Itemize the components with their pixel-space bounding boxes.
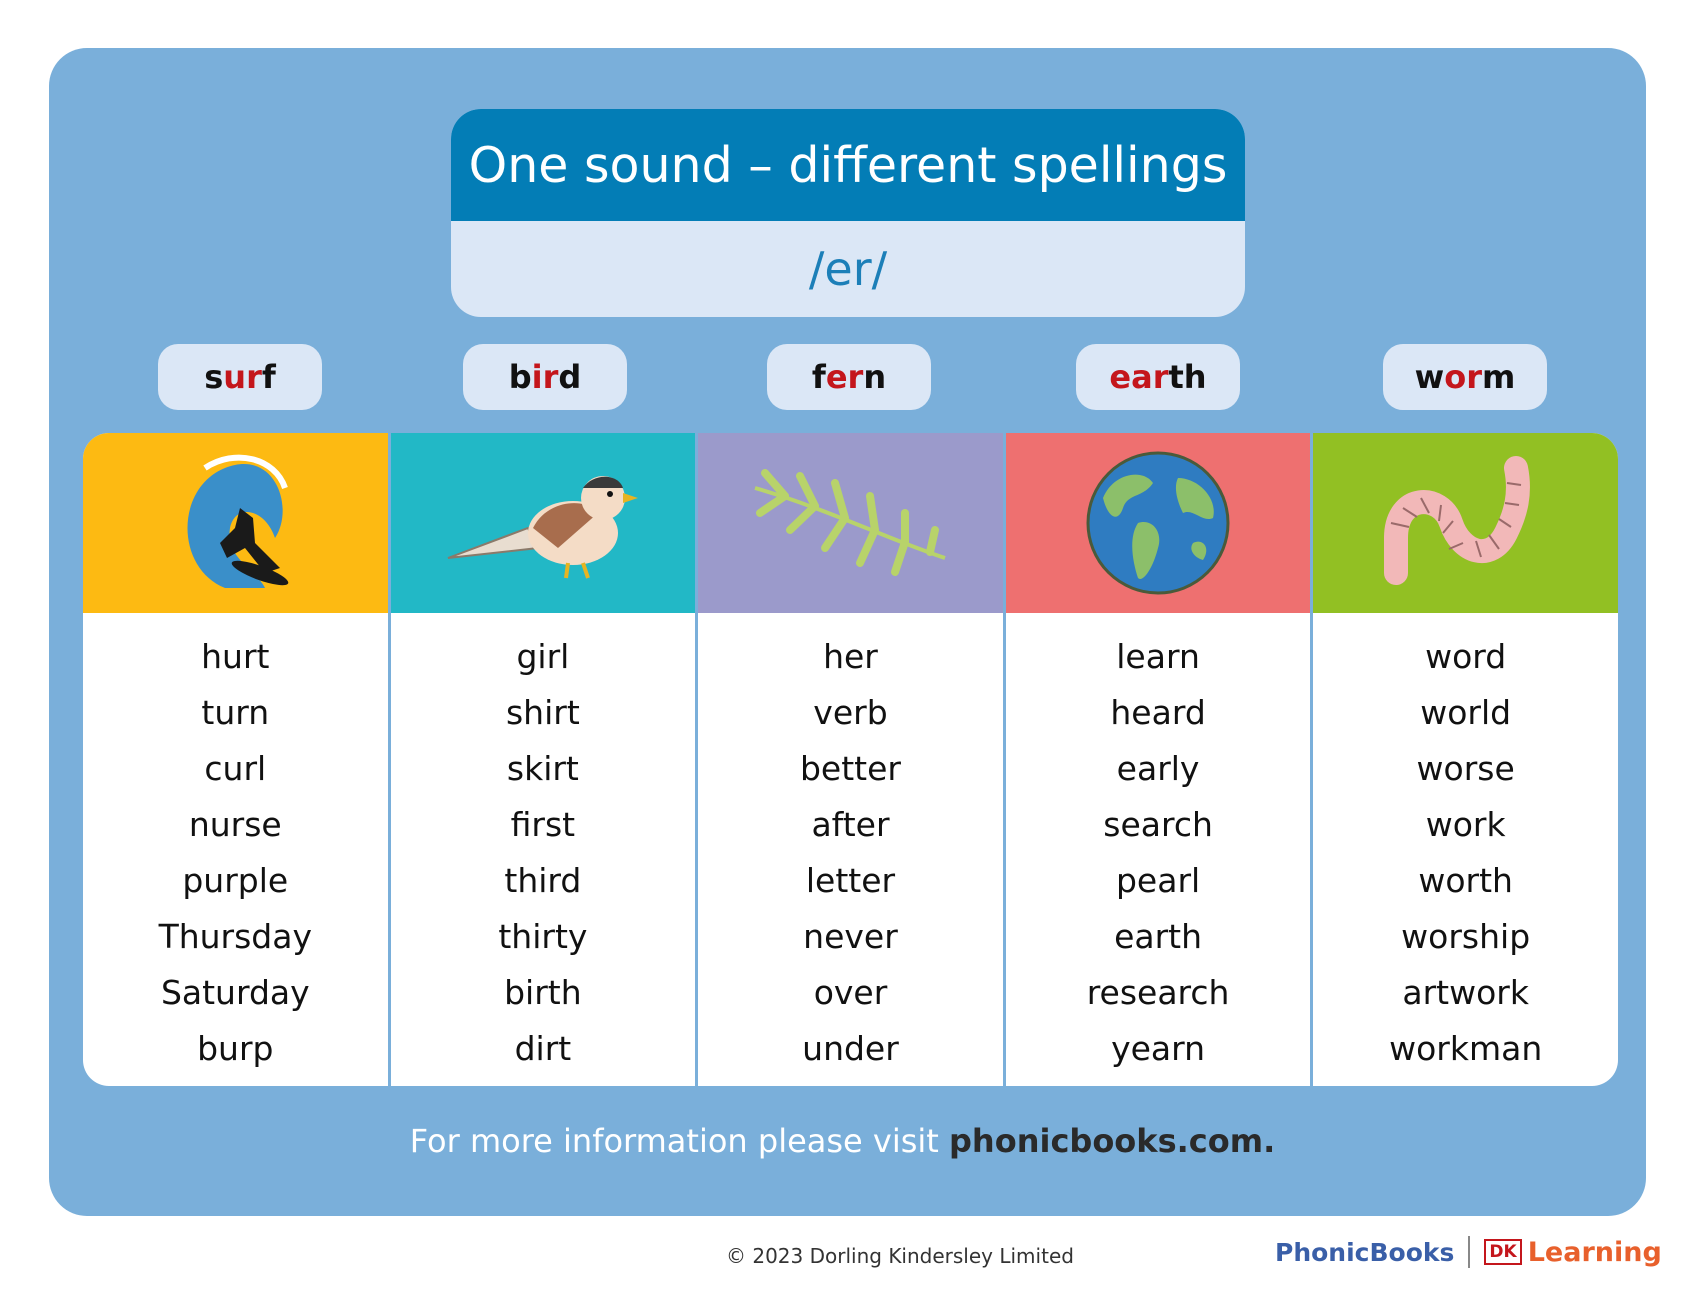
list-item: nurse	[188, 805, 282, 844]
list-item: turn	[201, 693, 270, 732]
column-er	[698, 433, 1006, 1086]
spelling-table	[83, 433, 1618, 1086]
word-list	[83, 613, 388, 1077]
list-item: thirty	[498, 917, 588, 956]
dk-learning-logo: DK Learning	[1484, 1237, 1661, 1268]
logo-divider	[1468, 1236, 1470, 1268]
list-item: earth	[1114, 917, 1203, 956]
list-item: burp	[197, 1029, 274, 1068]
word-list	[391, 613, 696, 1077]
list-item: pearl	[1115, 861, 1201, 900]
earth-globe-icon	[1006, 433, 1311, 613]
surfer-wave-icon	[83, 433, 388, 613]
fern-leaf-icon	[698, 433, 1003, 613]
list-item: letter	[805, 861, 896, 900]
list-item: third	[504, 861, 582, 900]
list-item: dirt	[514, 1029, 572, 1068]
list-item: under	[802, 1029, 899, 1068]
list-item: hurt	[201, 637, 270, 676]
bird-icon	[391, 433, 696, 613]
list-item: purple	[182, 861, 289, 900]
sound-label: /er/	[808, 242, 888, 296]
list-item: world	[1420, 693, 1512, 732]
list-item: first	[510, 805, 576, 844]
word-list	[1313, 613, 1618, 1077]
list-item: worth	[1418, 861, 1513, 900]
logos	[1275, 1236, 1662, 1268]
keyword-pill-bird: b ir d	[463, 344, 627, 410]
list-item: worse	[1416, 749, 1515, 788]
list-item: early	[1116, 749, 1200, 788]
list-item: workman	[1389, 1029, 1543, 1068]
column-or	[1313, 433, 1618, 1086]
list-item: her	[823, 637, 878, 676]
page-title: One sound – different spellings	[451, 109, 1245, 221]
list-item: over	[813, 973, 888, 1012]
title-box	[451, 109, 1245, 317]
list-item: birth	[504, 973, 582, 1012]
list-item: never	[803, 917, 898, 956]
list-item: Thursday	[158, 917, 313, 956]
keyword-pill-worm: w or m	[1383, 344, 1547, 410]
list-item: skirt	[506, 749, 579, 788]
keyword-pill-earth: ear th	[1076, 344, 1240, 410]
list-item: research	[1086, 973, 1230, 1012]
word-list	[698, 613, 1003, 1077]
list-item: learn	[1116, 637, 1200, 676]
list-item: shirt	[505, 693, 580, 732]
list-item: Saturday	[160, 973, 310, 1012]
keyword-pill-surf: s ur f	[158, 344, 322, 410]
column-ir	[391, 433, 699, 1086]
list-item: yearn	[1111, 1029, 1206, 1068]
list-item: heard	[1110, 693, 1206, 732]
list-item: artwork	[1402, 973, 1529, 1012]
word-list	[1006, 613, 1311, 1077]
list-item: verb	[813, 693, 888, 732]
worm-icon	[1313, 433, 1618, 613]
phonicbooks-logo: PhonicBooks	[1275, 1237, 1455, 1267]
list-item: word	[1425, 637, 1507, 676]
list-item: girl	[516, 637, 570, 676]
list-item: search	[1103, 805, 1213, 844]
copyright-text: © 2023 Dorling Kindersley Limited	[726, 1244, 1074, 1268]
column-ear	[1006, 433, 1314, 1086]
list-item: curl	[204, 749, 267, 788]
column-ur	[83, 433, 391, 1086]
keyword-pill-fern: f er n	[767, 344, 931, 410]
list-item: after	[811, 805, 890, 844]
list-item: better	[799, 749, 901, 788]
footer-info: For more information please visit phonicbooks.com.	[409, 1122, 1276, 1160]
list-item: work	[1425, 805, 1506, 844]
list-item: worship	[1401, 917, 1531, 956]
website-link[interactable]: phonicbooks.com	[949, 1122, 1264, 1160]
